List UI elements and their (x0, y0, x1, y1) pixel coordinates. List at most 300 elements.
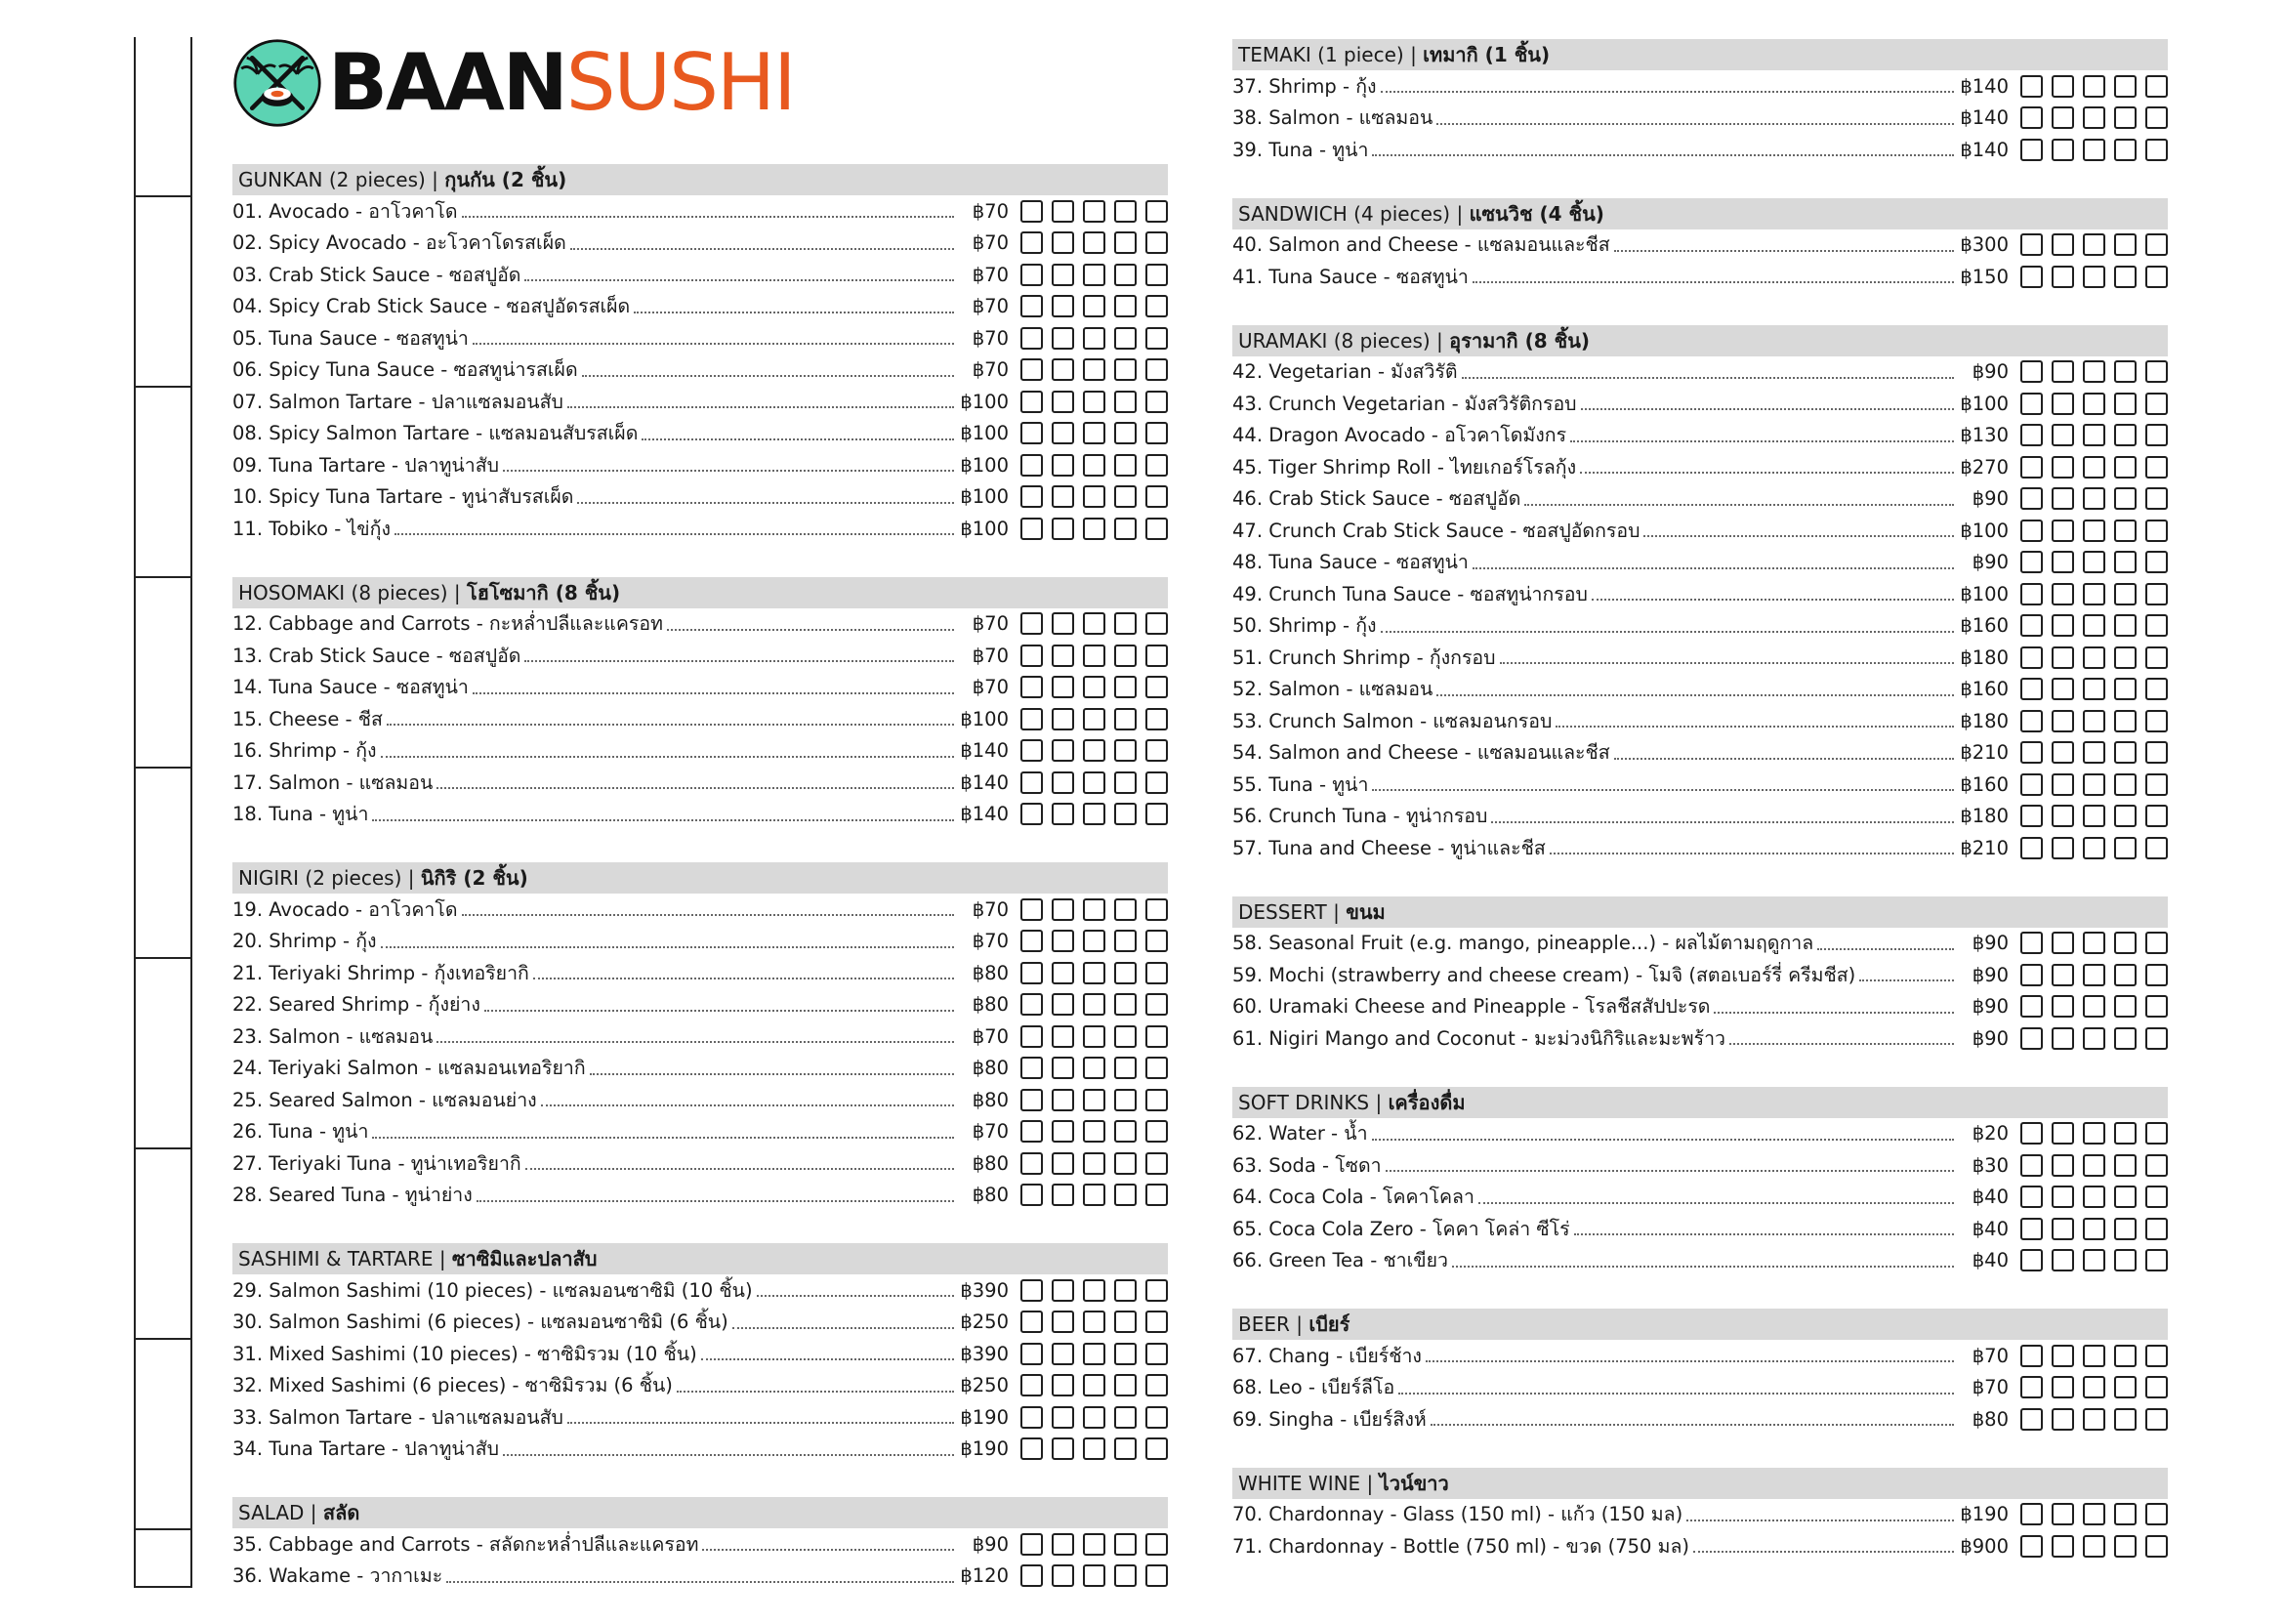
quantity-checkbox[interactable] (1114, 1152, 1137, 1175)
quantity-checkbox[interactable] (1052, 295, 1074, 317)
quantity-checkbox[interactable] (1020, 612, 1043, 635)
quantity-checkbox[interactable] (2145, 456, 2168, 479)
quantity-checkbox[interactable] (2145, 614, 2168, 637)
quantity-checkbox[interactable] (1114, 1311, 1137, 1333)
quantity-checkbox[interactable] (2052, 932, 2074, 954)
quantity-checkbox[interactable] (1020, 645, 1043, 667)
quantity-checkbox[interactable] (2020, 1218, 2043, 1240)
quantity-checkbox[interactable] (1052, 930, 1074, 952)
quantity-checkbox[interactable] (1145, 1564, 1168, 1587)
quantity-checkbox[interactable] (2145, 995, 2168, 1018)
quantity-checkbox[interactable] (1083, 1343, 1105, 1365)
quantity-checkbox[interactable] (1020, 1343, 1043, 1365)
quantity-checkbox[interactable] (2083, 424, 2105, 446)
quantity-checkbox[interactable] (2020, 837, 2043, 859)
quantity-checkbox[interactable] (2083, 710, 2105, 732)
quantity-checkbox[interactable] (2020, 551, 2043, 573)
quantity-checkbox[interactable] (1052, 962, 1074, 984)
quantity-checkbox[interactable] (1083, 930, 1105, 952)
quantity-checkbox[interactable] (2145, 233, 2168, 256)
quantity-checkbox[interactable] (2083, 1503, 2105, 1525)
quantity-checkbox[interactable] (1145, 485, 1168, 508)
quantity-checkbox[interactable] (1052, 898, 1074, 921)
quantity-checkbox[interactable] (2114, 456, 2137, 479)
quantity-checkbox[interactable] (2083, 139, 2105, 161)
quantity-checkbox[interactable] (2052, 1218, 2074, 1240)
quantity-checkbox[interactable] (1114, 708, 1137, 730)
quantity-checkbox[interactable] (2052, 520, 2074, 542)
quantity-checkbox[interactable] (1114, 485, 1137, 508)
quantity-checkbox[interactable] (1020, 771, 1043, 794)
quantity-checkbox[interactable] (1145, 422, 1168, 444)
quantity-checkbox[interactable] (1145, 1533, 1168, 1556)
quantity-checkbox[interactable] (1020, 295, 1043, 317)
quantity-checkbox[interactable] (2114, 741, 2137, 764)
quantity-checkbox[interactable] (2020, 995, 2043, 1018)
quantity-checkbox[interactable] (2145, 1186, 2168, 1208)
quantity-checkbox[interactable] (1145, 454, 1168, 477)
quantity-checkbox[interactable] (1020, 391, 1043, 413)
quantity-checkbox[interactable] (1083, 1564, 1105, 1587)
quantity-checkbox[interactable] (1020, 1437, 1043, 1460)
quantity-checkbox[interactable] (1020, 1374, 1043, 1396)
quantity-checkbox[interactable] (1114, 1533, 1137, 1556)
quantity-checkbox[interactable] (2052, 1376, 2074, 1398)
quantity-checkbox[interactable] (1083, 1437, 1105, 1460)
quantity-checkbox[interactable] (2052, 1186, 2074, 1208)
quantity-checkbox[interactable] (2020, 1408, 2043, 1431)
quantity-checkbox[interactable] (2052, 360, 2074, 383)
quantity-checkbox[interactable] (1083, 1184, 1105, 1206)
quantity-checkbox[interactable] (2052, 964, 2074, 986)
quantity-checkbox[interactable] (1052, 1374, 1074, 1396)
quantity-checkbox[interactable] (2020, 646, 2043, 669)
quantity-checkbox[interactable] (2083, 1345, 2105, 1367)
quantity-checkbox[interactable] (1083, 676, 1105, 698)
quantity-checkbox[interactable] (2052, 456, 2074, 479)
quantity-checkbox[interactable] (2114, 266, 2137, 288)
quantity-checkbox[interactable] (2114, 583, 2137, 605)
quantity-checkbox[interactable] (2145, 1122, 2168, 1145)
quantity-checkbox[interactable] (2052, 551, 2074, 573)
quantity-checkbox[interactable] (2020, 741, 2043, 764)
quantity-checkbox[interactable] (1052, 1057, 1074, 1079)
quantity-checkbox[interactable] (1052, 1279, 1074, 1302)
quantity-checkbox[interactable] (1114, 1343, 1137, 1365)
quantity-checkbox[interactable] (1083, 422, 1105, 444)
quantity-checkbox[interactable] (1114, 898, 1137, 921)
quantity-checkbox[interactable] (2052, 1154, 2074, 1177)
quantity-checkbox[interactable] (2114, 233, 2137, 256)
quantity-checkbox[interactable] (1114, 1374, 1137, 1396)
quantity-checkbox[interactable] (1145, 1311, 1168, 1333)
quantity-checkbox[interactable] (1052, 422, 1074, 444)
quantity-checkbox[interactable] (1020, 485, 1043, 508)
quantity-checkbox[interactable] (1145, 1374, 1168, 1396)
quantity-checkbox[interactable] (2114, 1503, 2137, 1525)
quantity-checkbox[interactable] (1145, 295, 1168, 317)
quantity-checkbox[interactable] (2145, 487, 2168, 510)
quantity-checkbox[interactable] (2020, 1376, 2043, 1398)
quantity-checkbox[interactable] (2145, 773, 2168, 796)
quantity-checkbox[interactable] (2052, 646, 2074, 669)
quantity-checkbox[interactable] (2083, 995, 2105, 1018)
quantity-checkbox[interactable] (1020, 676, 1043, 698)
quantity-checkbox[interactable] (2145, 520, 2168, 542)
quantity-checkbox[interactable] (1083, 485, 1105, 508)
quantity-checkbox[interactable] (1145, 518, 1168, 540)
quantity-checkbox[interactable] (1020, 898, 1043, 921)
quantity-checkbox[interactable] (1052, 739, 1074, 762)
quantity-checkbox[interactable] (2052, 1503, 2074, 1525)
quantity-checkbox[interactable] (2020, 360, 2043, 383)
quantity-checkbox[interactable] (1145, 739, 1168, 762)
quantity-checkbox[interactable] (2114, 1249, 2137, 1271)
quantity-checkbox[interactable] (2020, 1122, 2043, 1145)
quantity-checkbox[interactable] (1145, 708, 1168, 730)
quantity-checkbox[interactable] (1052, 612, 1074, 635)
quantity-checkbox[interactable] (1020, 1025, 1043, 1048)
quantity-checkbox[interactable] (2145, 1154, 2168, 1177)
quantity-checkbox[interactable] (2114, 360, 2137, 383)
quantity-checkbox[interactable] (2114, 520, 2137, 542)
quantity-checkbox[interactable] (1083, 1279, 1105, 1302)
quantity-checkbox[interactable] (1020, 200, 1043, 223)
quantity-checkbox[interactable] (2052, 710, 2074, 732)
quantity-checkbox[interactable] (2083, 487, 2105, 510)
quantity-checkbox[interactable] (1145, 1279, 1168, 1302)
quantity-checkbox[interactable] (2114, 805, 2137, 827)
quantity-checkbox[interactable] (2052, 837, 2074, 859)
quantity-checkbox[interactable] (1114, 1564, 1137, 1587)
quantity-checkbox[interactable] (2052, 1122, 2074, 1145)
quantity-checkbox[interactable] (2083, 1218, 2105, 1240)
quantity-checkbox[interactable] (2083, 266, 2105, 288)
quantity-checkbox[interactable] (2020, 106, 2043, 129)
quantity-checkbox[interactable] (2114, 837, 2137, 859)
quantity-checkbox[interactable] (2114, 964, 2137, 986)
quantity-checkbox[interactable] (2052, 233, 2074, 256)
quantity-checkbox[interactable] (2083, 520, 2105, 542)
quantity-checkbox[interactable] (1020, 1152, 1043, 1175)
quantity-checkbox[interactable] (1020, 1406, 1043, 1429)
quantity-checkbox[interactable] (2114, 1027, 2137, 1050)
quantity-checkbox[interactable] (2052, 1027, 2074, 1050)
quantity-checkbox[interactable] (2145, 741, 2168, 764)
quantity-checkbox[interactable] (1052, 391, 1074, 413)
quantity-checkbox[interactable] (1052, 231, 1074, 254)
quantity-checkbox[interactable] (1114, 1437, 1137, 1460)
quantity-checkbox[interactable] (1052, 485, 1074, 508)
quantity-checkbox[interactable] (1114, 930, 1137, 952)
quantity-checkbox[interactable] (2020, 75, 2043, 98)
quantity-checkbox[interactable] (1083, 454, 1105, 477)
quantity-checkbox[interactable] (2083, 106, 2105, 129)
quantity-checkbox[interactable] (2020, 393, 2043, 415)
quantity-checkbox[interactable] (2020, 424, 2043, 446)
quantity-checkbox[interactable] (1145, 962, 1168, 984)
quantity-checkbox[interactable] (1114, 1089, 1137, 1111)
quantity-checkbox[interactable] (2145, 932, 2168, 954)
quantity-checkbox[interactable] (1083, 645, 1105, 667)
quantity-checkbox[interactable] (1114, 422, 1137, 444)
quantity-checkbox[interactable] (1145, 771, 1168, 794)
quantity-checkbox[interactable] (1020, 454, 1043, 477)
quantity-checkbox[interactable] (2020, 1249, 2043, 1271)
quantity-checkbox[interactable] (1145, 358, 1168, 381)
quantity-checkbox[interactable] (2145, 1376, 2168, 1398)
quantity-checkbox[interactable] (1114, 454, 1137, 477)
quantity-checkbox[interactable] (2114, 1535, 2137, 1558)
quantity-checkbox[interactable] (1020, 518, 1043, 540)
quantity-checkbox[interactable] (2145, 1027, 2168, 1050)
quantity-checkbox[interactable] (2114, 995, 2137, 1018)
quantity-checkbox[interactable] (2114, 1345, 2137, 1367)
quantity-checkbox[interactable] (1114, 1025, 1137, 1048)
quantity-checkbox[interactable] (2052, 678, 2074, 700)
quantity-checkbox[interactable] (1020, 1120, 1043, 1143)
quantity-checkbox[interactable] (1145, 1343, 1168, 1365)
quantity-checkbox[interactable] (2145, 1408, 2168, 1431)
quantity-checkbox[interactable] (1114, 264, 1137, 286)
quantity-checkbox[interactable] (2020, 614, 2043, 637)
quantity-checkbox[interactable] (2052, 995, 2074, 1018)
quantity-checkbox[interactable] (1052, 1120, 1074, 1143)
quantity-checkbox[interactable] (2083, 837, 2105, 859)
quantity-checkbox[interactable] (1145, 231, 1168, 254)
quantity-checkbox[interactable] (2114, 1186, 2137, 1208)
quantity-checkbox[interactable] (2020, 1027, 2043, 1050)
quantity-checkbox[interactable] (2083, 741, 2105, 764)
quantity-checkbox[interactable] (2083, 1376, 2105, 1398)
quantity-checkbox[interactable] (1052, 676, 1074, 698)
quantity-checkbox[interactable] (2114, 1122, 2137, 1145)
quantity-checkbox[interactable] (1052, 327, 1074, 350)
quantity-checkbox[interactable] (1145, 645, 1168, 667)
quantity-checkbox[interactable] (1083, 1406, 1105, 1429)
quantity-checkbox[interactable] (1052, 1406, 1074, 1429)
quantity-checkbox[interactable] (2052, 266, 2074, 288)
quantity-checkbox[interactable] (1145, 200, 1168, 223)
quantity-checkbox[interactable] (1020, 1533, 1043, 1556)
quantity-checkbox[interactable] (2020, 964, 2043, 986)
quantity-checkbox[interactable] (2020, 805, 2043, 827)
quantity-checkbox[interactable] (2052, 773, 2074, 796)
quantity-checkbox[interactable] (2083, 805, 2105, 827)
quantity-checkbox[interactable] (2145, 424, 2168, 446)
quantity-checkbox[interactable] (2145, 360, 2168, 383)
quantity-checkbox[interactable] (2145, 1345, 2168, 1367)
quantity-checkbox[interactable] (1145, 1184, 1168, 1206)
quantity-checkbox[interactable] (2114, 1376, 2137, 1398)
quantity-checkbox[interactable] (2145, 266, 2168, 288)
quantity-checkbox[interactable] (2145, 805, 2168, 827)
quantity-checkbox[interactable] (1145, 327, 1168, 350)
quantity-checkbox[interactable] (1020, 962, 1043, 984)
quantity-checkbox[interactable] (1145, 1057, 1168, 1079)
quantity-checkbox[interactable] (2083, 1249, 2105, 1271)
quantity-checkbox[interactable] (2052, 1345, 2074, 1367)
quantity-checkbox[interactable] (2020, 583, 2043, 605)
quantity-checkbox[interactable] (2114, 710, 2137, 732)
quantity-checkbox[interactable] (2145, 75, 2168, 98)
quantity-checkbox[interactable] (2083, 1186, 2105, 1208)
quantity-checkbox[interactable] (1083, 1374, 1105, 1396)
quantity-checkbox[interactable] (1083, 295, 1105, 317)
quantity-checkbox[interactable] (2114, 1154, 2137, 1177)
quantity-checkbox[interactable] (1114, 1406, 1137, 1429)
quantity-checkbox[interactable] (1083, 1152, 1105, 1175)
quantity-checkbox[interactable] (1114, 518, 1137, 540)
quantity-checkbox[interactable] (2114, 678, 2137, 700)
quantity-checkbox[interactable] (1114, 739, 1137, 762)
quantity-checkbox[interactable] (2020, 520, 2043, 542)
quantity-checkbox[interactable] (2145, 1249, 2168, 1271)
quantity-checkbox[interactable] (1083, 1057, 1105, 1079)
quantity-checkbox[interactable] (2114, 106, 2137, 129)
quantity-checkbox[interactable] (1083, 358, 1105, 381)
quantity-checkbox[interactable] (2145, 1503, 2168, 1525)
quantity-checkbox[interactable] (1083, 518, 1105, 540)
quantity-checkbox[interactable] (1052, 993, 1074, 1016)
quantity-checkbox[interactable] (1083, 231, 1105, 254)
quantity-checkbox[interactable] (1052, 200, 1074, 223)
quantity-checkbox[interactable] (1052, 1025, 1074, 1048)
quantity-checkbox[interactable] (2020, 139, 2043, 161)
quantity-checkbox[interactable] (2114, 932, 2137, 954)
quantity-checkbox[interactable] (2083, 646, 2105, 669)
quantity-checkbox[interactable] (1114, 1184, 1137, 1206)
quantity-checkbox[interactable] (1052, 1311, 1074, 1333)
quantity-checkbox[interactable] (1020, 930, 1043, 952)
quantity-checkbox[interactable] (1020, 358, 1043, 381)
quantity-checkbox[interactable] (2052, 583, 2074, 605)
quantity-checkbox[interactable] (1052, 1089, 1074, 1111)
quantity-checkbox[interactable] (2020, 456, 2043, 479)
quantity-checkbox[interactable] (2052, 487, 2074, 510)
quantity-checkbox[interactable] (2052, 75, 2074, 98)
quantity-checkbox[interactable] (2083, 551, 2105, 573)
quantity-checkbox[interactable] (1020, 327, 1043, 350)
quantity-checkbox[interactable] (1114, 231, 1137, 254)
quantity-checkbox[interactable] (1052, 803, 1074, 825)
quantity-checkbox[interactable] (1083, 708, 1105, 730)
quantity-checkbox[interactable] (2083, 583, 2105, 605)
quantity-checkbox[interactable] (1052, 645, 1074, 667)
quantity-checkbox[interactable] (2020, 1503, 2043, 1525)
quantity-checkbox[interactable] (1083, 327, 1105, 350)
quantity-checkbox[interactable] (1083, 612, 1105, 635)
quantity-checkbox[interactable] (1020, 1057, 1043, 1079)
quantity-checkbox[interactable] (2083, 614, 2105, 637)
quantity-checkbox[interactable] (1145, 612, 1168, 635)
quantity-checkbox[interactable] (1145, 898, 1168, 921)
quantity-checkbox[interactable] (1114, 295, 1137, 317)
quantity-checkbox[interactable] (2114, 139, 2137, 161)
quantity-checkbox[interactable] (1114, 358, 1137, 381)
quantity-checkbox[interactable] (2145, 646, 2168, 669)
quantity-checkbox[interactable] (1020, 231, 1043, 254)
quantity-checkbox[interactable] (2114, 487, 2137, 510)
quantity-checkbox[interactable] (2083, 1535, 2105, 1558)
quantity-checkbox[interactable] (2020, 932, 2043, 954)
quantity-checkbox[interactable] (1114, 645, 1137, 667)
quantity-checkbox[interactable] (1083, 962, 1105, 984)
quantity-checkbox[interactable] (2020, 678, 2043, 700)
quantity-checkbox[interactable] (1020, 993, 1043, 1016)
quantity-checkbox[interactable] (2145, 1218, 2168, 1240)
quantity-checkbox[interactable] (2083, 233, 2105, 256)
quantity-checkbox[interactable] (1052, 264, 1074, 286)
quantity-checkbox[interactable] (1083, 739, 1105, 762)
quantity-checkbox[interactable] (2083, 1408, 2105, 1431)
quantity-checkbox[interactable] (1083, 803, 1105, 825)
quantity-checkbox[interactable] (2083, 1027, 2105, 1050)
quantity-checkbox[interactable] (1145, 1089, 1168, 1111)
quantity-checkbox[interactable] (2145, 837, 2168, 859)
quantity-checkbox[interactable] (2052, 393, 2074, 415)
quantity-checkbox[interactable] (1020, 1089, 1043, 1111)
quantity-checkbox[interactable] (1114, 676, 1137, 698)
quantity-checkbox[interactable] (1083, 1025, 1105, 1048)
quantity-checkbox[interactable] (2114, 646, 2137, 669)
quantity-checkbox[interactable] (2052, 1249, 2074, 1271)
quantity-checkbox[interactable] (1020, 708, 1043, 730)
quantity-checkbox[interactable] (1114, 993, 1137, 1016)
quantity-checkbox[interactable] (1083, 771, 1105, 794)
quantity-checkbox[interactable] (2083, 964, 2105, 986)
quantity-checkbox[interactable] (2020, 1154, 2043, 1177)
quantity-checkbox[interactable] (1083, 1311, 1105, 1333)
quantity-checkbox[interactable] (2114, 773, 2137, 796)
quantity-checkbox[interactable] (2114, 1218, 2137, 1240)
quantity-checkbox[interactable] (1083, 264, 1105, 286)
quantity-checkbox[interactable] (1114, 1120, 1137, 1143)
quantity-checkbox[interactable] (1114, 1057, 1137, 1079)
quantity-checkbox[interactable] (1052, 771, 1074, 794)
quantity-checkbox[interactable] (1020, 803, 1043, 825)
quantity-checkbox[interactable] (2145, 710, 2168, 732)
quantity-checkbox[interactable] (1020, 739, 1043, 762)
quantity-checkbox[interactable] (1020, 422, 1043, 444)
quantity-checkbox[interactable] (1052, 708, 1074, 730)
quantity-checkbox[interactable] (1145, 1152, 1168, 1175)
quantity-checkbox[interactable] (1083, 1533, 1105, 1556)
quantity-checkbox[interactable] (1145, 676, 1168, 698)
quantity-checkbox[interactable] (2145, 551, 2168, 573)
quantity-checkbox[interactable] (1052, 1343, 1074, 1365)
quantity-checkbox[interactable] (1052, 1437, 1074, 1460)
quantity-checkbox[interactable] (2114, 551, 2137, 573)
quantity-checkbox[interactable] (1114, 771, 1137, 794)
quantity-checkbox[interactable] (2114, 393, 2137, 415)
quantity-checkbox[interactable] (1114, 391, 1137, 413)
quantity-checkbox[interactable] (1114, 1279, 1137, 1302)
quantity-checkbox[interactable] (1083, 391, 1105, 413)
quantity-checkbox[interactable] (1145, 1025, 1168, 1048)
quantity-checkbox[interactable] (1145, 993, 1168, 1016)
quantity-checkbox[interactable] (2083, 360, 2105, 383)
quantity-checkbox[interactable] (1052, 1152, 1074, 1175)
quantity-checkbox[interactable] (1145, 391, 1168, 413)
quantity-checkbox[interactable] (2083, 932, 2105, 954)
quantity-checkbox[interactable] (2145, 393, 2168, 415)
quantity-checkbox[interactable] (2114, 1408, 2137, 1431)
quantity-checkbox[interactable] (2020, 1186, 2043, 1208)
quantity-checkbox[interactable] (1114, 803, 1137, 825)
quantity-checkbox[interactable] (2114, 424, 2137, 446)
quantity-checkbox[interactable] (2114, 614, 2137, 637)
